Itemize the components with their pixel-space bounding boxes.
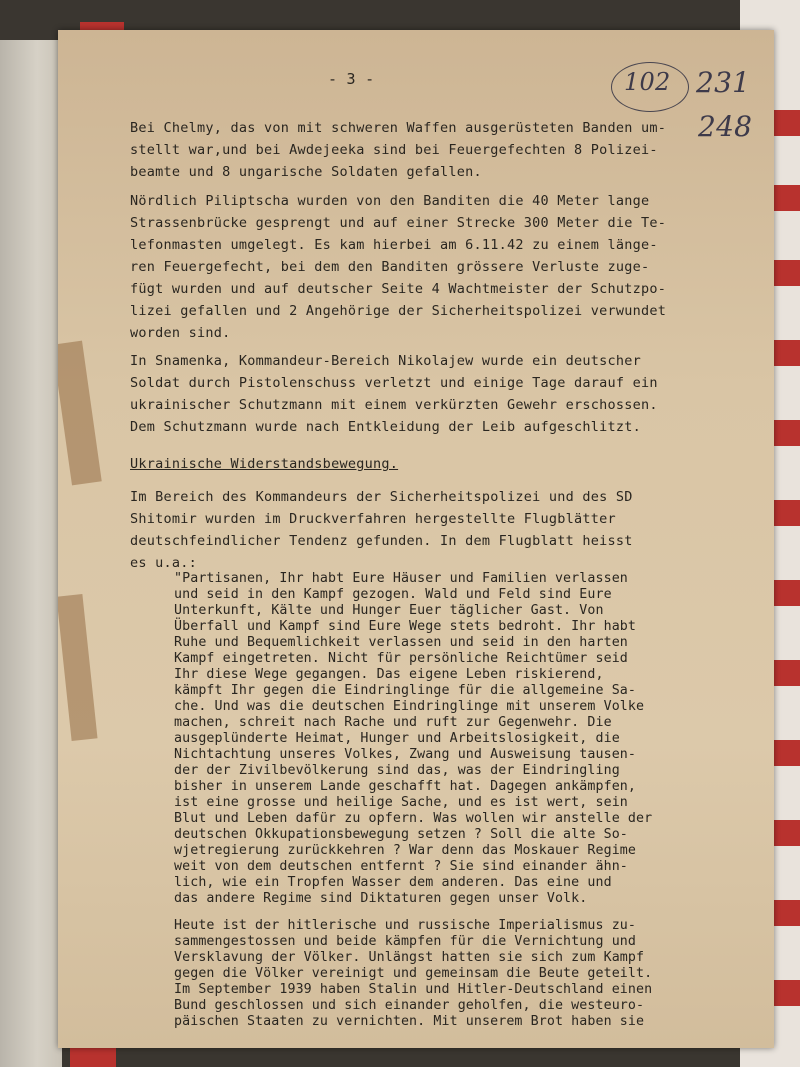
- text-line: worden sind.: [130, 325, 231, 341]
- text-line: In Snamenka, Kommandeur-Bereich Nikolajew wurde ein deutscher: [130, 353, 642, 369]
- text-line: lizei gefallen und 2 Angehörige der Sicherheitspolizei verwundet: [130, 303, 667, 319]
- text-line: es u.a.:: [130, 555, 198, 571]
- quote-line: Ihr diese Wege gegangen. Das eigene Leben riskierend,: [174, 667, 604, 682]
- quote-line: päischen Staaten zu vernichten. Mit unserem Brot haben sie: [174, 1014, 645, 1029]
- quote-line: wjetregierung zurückkehren ? War denn das Moskauer Regime: [174, 843, 637, 858]
- quote-line: Kampf eingetreten. Nicht für persönliche Reichtümer seid: [174, 651, 628, 666]
- text-line: beamte und 8 ungarische Soldaten gefallen.: [130, 164, 482, 180]
- quote-line: das andere Regime sind Diktaturen gegen unser Volk.: [174, 891, 588, 906]
- text-line: deutschfeindlicher Tendenz gefunden. In dem Flugblatt heisst: [130, 533, 633, 549]
- quote-line: Blut und Leben dafür zu opfern. Was wollen wir anstelle der: [174, 811, 653, 826]
- quote-line: Bund geschlossen und sich einander geholfen, die westeuro-: [174, 998, 645, 1013]
- quote-line: Im September 1939 haben Stalin und Hitler-Deutschland einen: [174, 982, 653, 997]
- quote-line: kämpft Ihr gegen die Eindringlinge für die allgemeine Sa-: [174, 683, 637, 698]
- quote-line: machen, schreit nach Rache und ruft zur Gegenwehr. Die: [174, 715, 612, 730]
- text-line: Dem Schutzmann wurde nach Entkleidung der Leib aufgeschlitzt.: [130, 419, 642, 435]
- quote-line: Ruhe und Bequemlichkeit verlassen und seid in den harten: [174, 635, 628, 650]
- text-line: Im Bereich des Kommandeurs der Sicherheitspolizei und des SD: [130, 489, 633, 505]
- binder-left-edge: [0, 40, 62, 1067]
- page-number: - 3 -: [328, 70, 375, 88]
- quote-line: lich, wie ein Tropfen Wasser dem anderen. Das eine und: [174, 875, 612, 890]
- quote-line: Versklavung der Völker. Unlängst hatten sie sich zum Kampf: [174, 950, 645, 965]
- quote-line: deutschen Okkupationsbewegung setzen ? Soll die alte So-: [174, 827, 628, 842]
- red-tab-bottom: [70, 1046, 116, 1067]
- quote-line: der der Zivilbevölkerung sind das, was der Eindringling: [174, 763, 620, 778]
- document-page: [58, 30, 774, 1048]
- text-line: ren Feuergefecht, bei dem den Banditen grössere Verluste zuge-: [130, 259, 650, 275]
- quote-line: weit von dem deutschen entfernt ? Sie sind einander ähn-: [174, 859, 628, 874]
- quote-line: Nichtachtung unseres Volkes, Zwang und Ausweisung tausen-: [174, 747, 637, 762]
- text-line: fügt wurden und auf deutscher Seite 4 Wachtmeister der Schutzpo-: [130, 281, 667, 297]
- quote-line: bisher in unserem Lande geschafft hat. Dagegen ankämpfen,: [174, 779, 637, 794]
- quote-line: che. Und was die deutschen Eindringlinge mit unserem Volke: [174, 699, 645, 714]
- text-line: Bei Chelmy, das von mit schweren Waffen ausgerüsteten Banden um-: [130, 120, 667, 136]
- quote-line: gegen die Völker vereinigt und gemeinsam die Beute geteilt.: [174, 966, 653, 981]
- quote-line: sammengestossen und beide kämpfen für die Vernichtung und: [174, 934, 637, 949]
- tape-strip-lower: [58, 594, 98, 741]
- quote-line: und seid in den Kampf gezogen. Wald und Feld sind Eure: [174, 587, 612, 602]
- quote-line: ist eine grosse und heilige Sache, und es ist wert, sein: [174, 795, 628, 810]
- handwritten-circled-number: 102: [624, 68, 671, 96]
- handwritten-number-lower: 248: [698, 110, 753, 143]
- quote-line: Unterkunft, Kälte und Hunger Euer täglicher Gast. Von: [174, 603, 604, 618]
- text-line: stellt war,und bei Awdejeeka sind bei Feuergefechten 8 Polizei-: [130, 142, 658, 158]
- text-line: Strassenbrücke gesprengt und auf einer Strecke 300 Meter die Te-: [130, 215, 667, 231]
- section-heading: Ukrainische Widerstandsbewegung.: [130, 456, 399, 472]
- handwritten-number-upper: 231: [696, 66, 751, 99]
- quote-line: Heute ist der hitlerische und russische Imperialismus zu-: [174, 918, 637, 933]
- text-line: lefonmasten umgelegt. Es kam hierbei am 6.11.42 zu einem länge-: [130, 237, 658, 253]
- text-line: Soldat durch Pistolenschuss verletzt und einige Tage darauf ein: [130, 375, 658, 391]
- text-line: ukrainischer Schutzmann mit einem verkürzten Gewehr erschossen.: [130, 397, 658, 413]
- text-line: Nördlich Piliptscha wurden von den Banditen die 40 Meter lange: [130, 193, 650, 209]
- tape-strip-upper: [58, 341, 102, 486]
- quote-line: ausgeplünderte Heimat, Hunger und Arbeitslosigkeit, die: [174, 731, 620, 746]
- text-line: Shitomir wurden im Druckverfahren hergestellte Flugblätter: [130, 511, 616, 527]
- quote-line: "Partisanen, Ihr habt Eure Häuser und Familien verlassen: [174, 571, 628, 586]
- quote-line: Überfall und Kampf sind Eure Wege stets bedroht. Ihr habt: [174, 619, 637, 634]
